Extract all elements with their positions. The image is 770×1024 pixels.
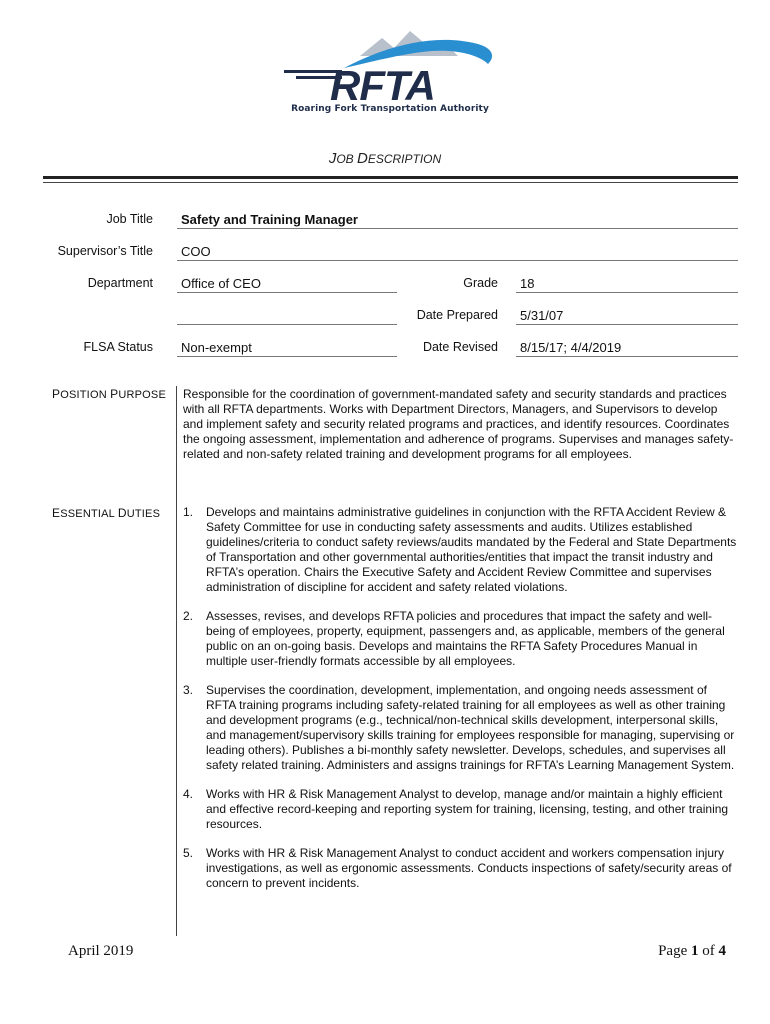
date-revised-label: Date Revised bbox=[422, 340, 498, 354]
date-revised-value: 8/15/17; 4/4/2019 bbox=[516, 339, 738, 357]
duty-item: 4. Works with HR & Risk Management Analyst to develop, manage and/or maintain a highly efficient and effective record-keeping and reporting system for training, licensing, testing, and other training resources. bbox=[183, 787, 729, 831]
flsa-label: FLSA Status bbox=[83, 340, 153, 354]
duty-item: 2. Assesses, revises, and develops RFTA policies and procedures that impact the safety and well-being of employees, property, equipment, passengers and, as applicable, members of the general public on an on-going basis. Develops and maintains the RFTA Safety Procedures Manual in multiple user-friendly formats accessible by all employees. bbox=[183, 609, 725, 668]
date-prepared-value: 5/31/07 bbox=[516, 307, 738, 325]
department-value: Office of CEO bbox=[177, 275, 397, 293]
logo-graphic bbox=[282, 26, 498, 106]
essential-duties-heading: ESSENTIAL DUTIES bbox=[52, 506, 161, 520]
job-title-value: Safety and Training Manager bbox=[177, 211, 738, 229]
title-rule-thin bbox=[43, 182, 738, 183]
logo-tagline: Roaring Fork Transportation Authority bbox=[291, 104, 489, 114]
position-purpose-text: Responsible for the coordination of government-mandated safety and security standards and practices with all RFTA departments. Works with Department Directors, Managers, and Supervisors to develop and implement safety and security related programs and practices, and identify resources. Coordinates the ongoing assessment, implementation and adherence of programs. Supervises and manages safety-related and non-safety related training and development programs for all employees. bbox=[183, 387, 734, 461]
date-prepared-label: Date Prepared bbox=[416, 308, 498, 322]
duty-item: 3. Supervises the coordination, development, implementation, and ongoing needs assessment of RFTA training programs including safety-related training for all employees as well as other training and development programs (e.g., technical/non-technical skills development, interpersonal skills, and management/supervisory skills training for employees responsible for managing, supervising or leading others). Publishes a bi-monthly safety newsletter. Develops, schedules, and supervises all safety related training. Administers and assigns trainings for RFTA’s Learning Management System. bbox=[183, 683, 735, 772]
section-divider bbox=[176, 386, 177, 936]
rfta-logo bbox=[282, 26, 498, 122]
logo-text: RFTA bbox=[330, 62, 435, 106]
position-purpose-heading: POSITION PURPOSE bbox=[52, 387, 166, 401]
footer-date: April 2019 bbox=[68, 943, 134, 959]
duty-item: 1. Develops and maintains administrative guidelines in conjunction with the RFTA Accident Review & Safety Committee for use in conducting safety assessments and audits. Utilizes established guidelines/criteria to conduct safety reviews/audits mandated by the Federal and State Departments of Transportation and other governmental authorities/entities that impact the transit industry and RFTA’s operation. Chairs the Executive Safety and Accident Review Committee and supervises administration of discipline for accident and safety related violations. bbox=[183, 505, 737, 594]
grade-label: Grade bbox=[463, 276, 498, 290]
job-title-label: Job Title bbox=[106, 212, 153, 226]
supervisor-value: COO bbox=[177, 243, 738, 261]
blank-line bbox=[177, 307, 397, 325]
page-number: Page 1 of 4 bbox=[658, 943, 726, 959]
title-rule-thick bbox=[43, 176, 738, 179]
duties-list bbox=[183, 505, 739, 891]
supervisor-label: Supervisor’s Title bbox=[57, 244, 153, 258]
department-label: Department bbox=[87, 276, 153, 290]
grade-value: 18 bbox=[516, 275, 738, 293]
page-title: JOB DESCRIPTION bbox=[328, 150, 442, 167]
duty-item: 5. Works with HR & Risk Management Analyst to conduct accident and workers compensation injury investigations, as well as ergonomic assessments. Conducts inspections of safety/security areas of concern to prevent incidents. bbox=[183, 846, 732, 890]
flsa-value: Non-exempt bbox=[177, 339, 397, 357]
